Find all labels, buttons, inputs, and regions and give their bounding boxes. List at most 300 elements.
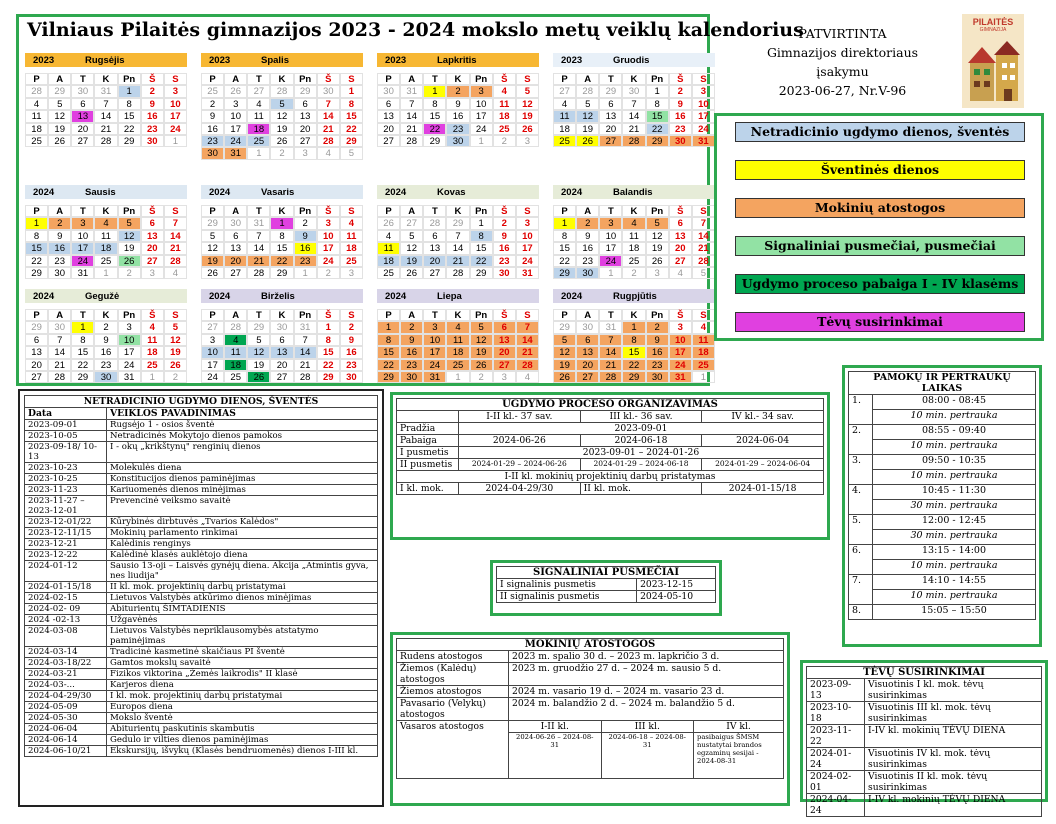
day-cell: 2 (164, 371, 187, 383)
day-cell: 16 (493, 242, 516, 254)
day-cell: 20 (423, 255, 446, 267)
day-cell: 5 (118, 217, 141, 229)
day-cell: 25 (377, 267, 400, 279)
weekday-header: K (270, 73, 293, 85)
day-cell: 15 (317, 346, 340, 358)
weekday-header: Š (317, 309, 340, 321)
weekday-header: K (94, 309, 117, 321)
day-cell: 28 (247, 267, 270, 279)
day-cell: 25 (553, 135, 576, 147)
table-cell: 2023 m. gruodžio 27 d. – 2024 m. sausio 5 d. (509, 663, 784, 686)
day-cell: 23 (141, 123, 164, 135)
vasaros-val-3: pasibaigus ŠMSM nustatytai brandos egzaminų sesijai - 2024-08-31 (694, 733, 784, 779)
day-cell: 27 (669, 255, 692, 267)
weekday-header: Š (669, 309, 692, 321)
month-2 (377, 53, 539, 147)
month-header (25, 185, 187, 199)
table-cell: Užgavėnės (107, 615, 378, 626)
day-cell: 26 (576, 135, 599, 147)
day-cell: 4 (164, 267, 187, 279)
day-cell: 25 (201, 85, 224, 97)
month-6 (377, 185, 539, 279)
day-cell: 11 (25, 110, 48, 122)
day-cell: 11 (622, 230, 645, 242)
weekday-header: K (94, 73, 117, 85)
day-cell: 1 (423, 85, 446, 97)
vasaros-val-1: 2024-06-26 – 2024-08-31 (509, 733, 602, 779)
day-cell: 28 (400, 135, 423, 147)
day-cell: 18 (247, 123, 270, 135)
lesson-time: 09:50 - 10:35 (873, 455, 1036, 470)
day-cell: 31 (247, 217, 270, 229)
table-cell: 2023-09-01 (25, 420, 107, 431)
day-cell: 25 (224, 371, 247, 383)
table-cell: Abiturientų paskutinis skambutis (107, 724, 378, 735)
weekday-header: Pn (470, 309, 493, 321)
day-cell: 18 (446, 346, 469, 358)
org-col-1: I-II kl.- 37 sav. (459, 411, 581, 423)
org-ii-label: II pusmetis (397, 459, 459, 471)
day-cell: 4 (317, 147, 340, 159)
month-name: Gruodis (613, 54, 650, 66)
day-cell: 9 (576, 230, 599, 242)
day-cell: 31 (516, 267, 539, 279)
lesson-time: 14:10 - 14:55 (873, 575, 1036, 590)
legend-panel (714, 113, 1044, 341)
lesson-time: 13:15 - 14:00 (873, 545, 1036, 560)
day-cell: 13 (224, 242, 247, 254)
month-year: 2023 (561, 54, 583, 66)
lesson-row (849, 455, 1036, 470)
day-cell: 21 (294, 359, 317, 371)
day-cell: 30 (669, 135, 692, 147)
day-cell: 26 (553, 371, 576, 383)
weekday-header: K (446, 73, 469, 85)
weekday-header: T (599, 205, 622, 217)
day-cell: 30 (400, 371, 423, 383)
table-row (25, 474, 378, 485)
day-cell: 23 (576, 255, 599, 267)
day-cell: 4 (340, 217, 363, 229)
table-cell: II kl. mok. projektinių darbų pristatymai (107, 582, 378, 593)
calendar-title: Vilniaus Pilaitės gimnazijos 2023 - 2024 mokslo metų veiklų kalendorius (27, 19, 804, 41)
weekday-header: K (622, 205, 645, 217)
logo-text: PILAITĖS (972, 17, 1014, 27)
day-cell: 28 (48, 371, 71, 383)
table-row (25, 691, 378, 702)
weekday-header: Pn (294, 73, 317, 85)
day-cell: 5 (400, 230, 423, 242)
day-cell: 29 (71, 371, 94, 383)
day-cell: 15 (340, 110, 363, 122)
day-cell: 7 (247, 230, 270, 242)
day-cell: 18 (553, 123, 576, 135)
month-header (377, 289, 539, 303)
lesson-time: 12:00 - 12:45 (873, 515, 1036, 530)
break-label: 10 min. pertrauka (873, 590, 1036, 605)
table-row (397, 663, 784, 686)
weekday-header: P (25, 309, 48, 321)
day-cell: 28 (94, 135, 117, 147)
weekday-header: T (247, 309, 270, 321)
month-grid (377, 73, 539, 147)
day-cell: 11 (340, 230, 363, 242)
day-cell: 31 (294, 321, 317, 333)
day-cell: 17 (599, 242, 622, 254)
day-cell: 16 (340, 346, 363, 358)
lesson-time: 08:55 - 09:40 (873, 425, 1036, 440)
table-row (25, 431, 378, 442)
day-cell: 21 (247, 255, 270, 267)
day-cell: 22 (340, 123, 363, 135)
day-cell: 22 (646, 123, 669, 135)
day-cell: 30 (493, 267, 516, 279)
month-grid (201, 205, 363, 279)
month-7 (553, 185, 715, 279)
signaliniai-panel (490, 560, 722, 616)
day-cell: 7 (622, 98, 645, 110)
day-cell: 27 (400, 217, 423, 229)
table-cell: 2023-09-13 (807, 679, 865, 702)
table-row (397, 651, 784, 663)
lesson-number: 2. (849, 425, 873, 455)
break-label: 10 min. pertrauka (873, 410, 1036, 425)
lesson-row (849, 425, 1036, 440)
day-cell: 18 (224, 359, 247, 371)
weekday-header: Š (141, 205, 164, 217)
pamoku-panel (842, 365, 1042, 647)
table-cell: 2023-10-25 (25, 474, 107, 485)
day-cell: 4 (247, 98, 270, 110)
weekday-header: T (71, 205, 94, 217)
day-cell: 16 (446, 110, 469, 122)
day-cell: 4 (446, 321, 469, 333)
day-cell: 10 (118, 334, 141, 346)
day-cell: 27 (224, 267, 247, 279)
day-cell: 18 (141, 346, 164, 358)
day-cell: 24 (692, 123, 715, 135)
day-cell: 2 (94, 321, 117, 333)
day-cell: 16 (646, 346, 669, 358)
day-cell: 20 (141, 242, 164, 254)
netradicinio-table (24, 395, 378, 757)
day-cell: 28 (622, 135, 645, 147)
day-cell: 30 (317, 85, 340, 97)
org-col-3: IV kl.- 34 sav. (702, 411, 824, 423)
day-cell: 11 (247, 110, 270, 122)
table-cell: Karjeros diena (107, 680, 378, 691)
table-row (25, 593, 378, 604)
table-cell: 2024-02-01 (807, 771, 865, 794)
day-cell: 5 (247, 334, 270, 346)
day-cell: 10 (692, 98, 715, 110)
day-cell: 29 (646, 135, 669, 147)
day-cell: 14 (622, 110, 645, 122)
table-cell: Mokslo šventė (107, 713, 378, 724)
table-cell: 2023-11-22 (807, 725, 865, 748)
day-cell: 28 (576, 85, 599, 97)
month-11 (553, 289, 715, 383)
table-row (25, 463, 378, 474)
weekday-header: Pn (470, 73, 493, 85)
table-cell: I kl. mok. projektinių darbų pristatymai (107, 691, 378, 702)
day-cell: 19 (553, 359, 576, 371)
day-cell: 10 (224, 110, 247, 122)
day-cell: 9 (446, 98, 469, 110)
day-cell: 10 (317, 230, 340, 242)
day-cell: 26 (516, 123, 539, 135)
table-cell: I-IV kl. mokinių TĖVŲ DIENA (865, 794, 1042, 817)
day-cell: 14 (692, 230, 715, 242)
day-cell: 6 (599, 98, 622, 110)
table-cell: 2024-05-30 (25, 713, 107, 724)
day-cell: 12 (576, 110, 599, 122)
day-cell: 19 (48, 123, 71, 135)
break-row (849, 530, 1036, 545)
day-cell: 27 (423, 267, 446, 279)
weekday-header: T (423, 73, 446, 85)
table-cell: 2023-09-18/ 10-13 (25, 442, 107, 463)
day-cell: 9 (94, 334, 117, 346)
month-grid (201, 309, 363, 383)
weekday-header: T (423, 205, 446, 217)
lesson-number: 5. (849, 515, 873, 545)
day-cell: 30 (94, 371, 117, 383)
break-row (849, 440, 1036, 455)
break-label: 30 min. pertrauka (873, 500, 1036, 515)
weekday-header: A (224, 309, 247, 321)
day-cell: 1 (470, 217, 493, 229)
day-cell: 4 (25, 98, 48, 110)
day-cell: 23 (48, 255, 71, 267)
table-row (25, 582, 378, 593)
weekday-header: S (692, 205, 715, 217)
table-cell: Tradicinė kasmetinė skaičiaus PI šventė (107, 647, 378, 658)
tevu-panel (800, 660, 1048, 816)
weekday-header: S (340, 205, 363, 217)
weekday-header: S (692, 309, 715, 321)
table-cell: Lietuvos Valstybės atkūrimo dienos minėjimas (107, 593, 378, 604)
weekday-header: T (71, 73, 94, 85)
org-proj-title: I-II kl. mokinių projektinių darbų pristatymas (397, 471, 824, 483)
day-cell: 19 (270, 123, 293, 135)
table-row (25, 658, 378, 669)
day-cell: 19 (576, 123, 599, 135)
day-cell: 30 (48, 267, 71, 279)
legend-item: Tėvų susirinkimai (735, 312, 1025, 332)
day-cell: 29 (423, 135, 446, 147)
table-row (25, 485, 378, 496)
lesson-number: 8. (849, 605, 873, 620)
day-cell: 6 (493, 321, 516, 333)
day-cell: 20 (377, 123, 400, 135)
day-cell: 2 (118, 267, 141, 279)
table-cell: Visuotinis II kl. mok. tėvų susirinkimas (865, 771, 1042, 794)
weekday-header: A (224, 73, 247, 85)
day-cell: 28 (446, 267, 469, 279)
logo-building-icon (962, 33, 1024, 103)
day-cell: 18 (493, 110, 516, 122)
day-cell: 29 (599, 85, 622, 97)
day-cell: 6 (294, 98, 317, 110)
day-cell: 14 (164, 230, 187, 242)
table-cell: 2024-06-04 (25, 724, 107, 735)
day-cell: 2 (493, 135, 516, 147)
table-row (25, 626, 378, 647)
day-cell: 2 (201, 98, 224, 110)
weekday-header: K (446, 309, 469, 321)
table-cell: Visuotinis IV kl. mok. tėvų susirinkimas (865, 748, 1042, 771)
weekday-header: P (553, 205, 576, 217)
day-cell: 29 (25, 321, 48, 333)
day-cell: 14 (400, 110, 423, 122)
org-ii-mok-label: II kl. mok. (580, 483, 702, 495)
table-cell: 2024-03-21 (25, 669, 107, 680)
day-cell: 29 (470, 267, 493, 279)
day-cell: 9 (294, 230, 317, 242)
table-cell: 2023-12-15 (637, 579, 716, 591)
day-cell: 5 (470, 321, 493, 333)
lesson-number: 7. (849, 575, 873, 605)
table-cell: I - okų „krikštynų" renginių dienos (107, 442, 378, 463)
break-row (849, 410, 1036, 425)
day-cell: 31 (224, 147, 247, 159)
day-cell: 19 (470, 346, 493, 358)
weekday-header: P (201, 73, 224, 85)
logo-subtext: GIMNAZIJA (979, 27, 1007, 33)
lesson-row (849, 575, 1036, 590)
day-cell: 27 (294, 135, 317, 147)
month-year: 2024 (561, 290, 583, 302)
day-cell: 10 (71, 230, 94, 242)
day-cell: 2 (622, 267, 645, 279)
day-cell: 15 (71, 346, 94, 358)
day-cell: 1 (470, 135, 493, 147)
day-cell: 16 (48, 242, 71, 254)
table-cell: Prevencinė veiksmo savaitė (107, 496, 378, 517)
weekday-header: T (599, 73, 622, 85)
day-cell: 21 (692, 242, 715, 254)
org-i-mok-label: I kl. mok. (397, 483, 459, 495)
table-cell: 2023-10-18 (807, 702, 865, 725)
day-cell: 15 (646, 110, 669, 122)
day-cell: 30 (224, 217, 247, 229)
day-cell: 27 (493, 359, 516, 371)
month-year: 2024 (385, 186, 407, 198)
lesson-number: 1. (849, 395, 873, 425)
day-cell: 7 (516, 321, 539, 333)
month-year: 2023 (209, 54, 231, 66)
month-header (553, 289, 715, 303)
weekday-header: K (622, 309, 645, 321)
legend-item: Netradicinio ugdymo dienos, šventės (735, 122, 1025, 142)
day-cell: 29 (622, 371, 645, 383)
day-cell: 25 (446, 359, 469, 371)
day-cell: 2 (270, 147, 293, 159)
day-cell: 25 (692, 359, 715, 371)
day-cell: 27 (71, 135, 94, 147)
table-cell: II signalinis pusmetis (497, 591, 637, 603)
weekday-header: K (270, 309, 293, 321)
day-cell: 21 (622, 123, 645, 135)
day-cell: 5 (201, 230, 224, 242)
day-cell: 30 (377, 85, 400, 97)
day-cell: 3 (224, 98, 247, 110)
day-cell: 26 (48, 135, 71, 147)
month-name: Rugpjūtis (613, 290, 657, 302)
day-cell: 10 (164, 98, 187, 110)
day-cell: 30 (340, 371, 363, 383)
weekday-header: K (446, 205, 469, 217)
table-cell: Kūrybinės dirbtuvės „Tvarios Kalėdos" (107, 517, 378, 528)
day-cell: 22 (71, 359, 94, 371)
day-cell: 29 (25, 267, 48, 279)
month-grid (25, 73, 187, 147)
day-cell: 4 (669, 267, 692, 279)
break-label: 10 min. pertrauka (873, 470, 1036, 485)
day-cell: 4 (141, 321, 164, 333)
day-cell: 19 (118, 242, 141, 254)
weekday-header: Š (669, 73, 692, 85)
day-cell: 2 (294, 217, 317, 229)
day-cell: 23 (94, 359, 117, 371)
table-cell: Sausio 13-oji – Laisvės gynėjų diena. Akcija „Atmintis gyva, nes liudija" (107, 561, 378, 582)
table-cell: 2023 m. spalio 30 d. – 2023 m. lapkričio 3 d. (509, 651, 784, 663)
day-cell: 26 (224, 85, 247, 97)
table-row (807, 702, 1042, 725)
month-year: 2024 (209, 290, 231, 302)
day-cell: 20 (669, 242, 692, 254)
day-cell: 1 (270, 217, 293, 229)
day-cell: 12 (516, 98, 539, 110)
atostogos-table (396, 638, 784, 779)
day-cell: 9 (201, 110, 224, 122)
day-cell: 24 (224, 135, 247, 147)
table-row (25, 647, 378, 658)
day-cell: 2 (317, 267, 340, 279)
month-year: 2024 (33, 290, 55, 302)
day-cell: 3 (164, 85, 187, 97)
day-cell: 8 (470, 230, 493, 242)
org-pabaiga-2: 2024-06-18 (580, 435, 702, 447)
break-label: 30 min. pertrauka (873, 530, 1036, 545)
day-cell: 24 (599, 255, 622, 267)
table-cell: Kariuomenės dienos minėjimas (107, 485, 378, 496)
weekday-header: T (423, 309, 446, 321)
table-cell: 2024-03-18/22 (25, 658, 107, 669)
day-cell: 18 (692, 346, 715, 358)
table-cell: 2023-12-22 (25, 550, 107, 561)
day-cell: 7 (446, 230, 469, 242)
table-row (25, 539, 378, 550)
day-cell: 8 (270, 230, 293, 242)
org-pabaiga-label: Pabaiga (397, 435, 459, 447)
day-cell: 9 (669, 98, 692, 110)
weekday-header: A (48, 73, 71, 85)
day-cell: 22 (423, 123, 446, 135)
day-cell: 1 (141, 371, 164, 383)
day-cell: 2 (576, 217, 599, 229)
day-cell: 3 (294, 147, 317, 159)
month-grid (553, 205, 715, 279)
day-cell: 1 (340, 85, 363, 97)
day-cell: 30 (446, 135, 469, 147)
table-cell: 2024-06-14 (25, 735, 107, 746)
day-cell: 8 (340, 98, 363, 110)
lesson-row (849, 545, 1036, 560)
table-row (807, 725, 1042, 748)
vasaros-col-2: III kl. (601, 721, 694, 733)
